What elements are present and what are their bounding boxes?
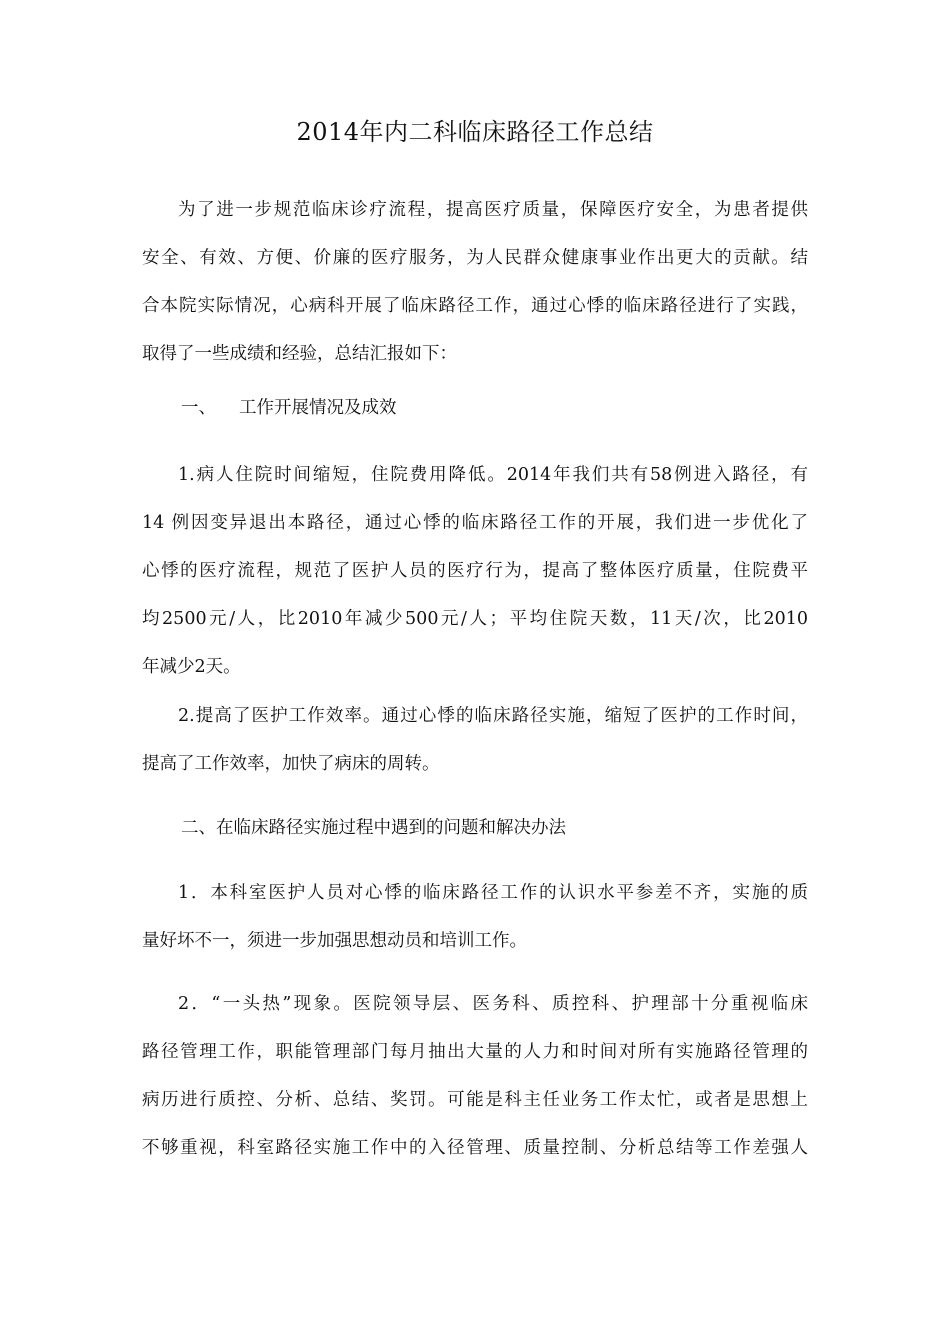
- paragraph-line: 路径管理工作，职能管理部门每月抽出大量的人力和时间对所有实施路径管理的: [142, 1042, 808, 1062]
- paragraph-line: 不够重视，科室路径实施工作中的入径管理、质量控制、分析总结等工作差强人: [142, 1138, 808, 1158]
- paragraph-line: 心悸的医疗流程，规范了医护人员的医疗行为，提高了整体医疗质量，住院费平: [142, 561, 808, 581]
- section-2-item-2: [142, 980, 808, 1172]
- paragraph-line: 2．“一头热”现象。医院领导层、医务科、质控科、护理部十分重视临床: [178, 994, 808, 1014]
- paragraph-line: 安全、有效、方便、价廉的医疗服务，为人民群众健康事业作出更大的贡献。结: [142, 248, 808, 268]
- paragraph-line: 年减少2天。: [142, 657, 241, 677]
- paragraph-line: 取得了一些成绩和经验，总结汇报如下：: [142, 344, 457, 364]
- section-1-item-1: [142, 451, 808, 691]
- section-1-heading: [181, 390, 397, 426]
- paragraph-line: 1.病人住院时间缩短，住院费用降低。2014年我们共有58例进入路径，有: [178, 465, 808, 485]
- section-2-heading: 二、在临床路径实施过程中遇到的问题和解决办法: [181, 818, 566, 838]
- section-1-item-2: [142, 692, 808, 788]
- paragraph-line: 为了进一步规范临床诊疗流程，提高医疗质量，保障医疗安全，为患者提供: [178, 200, 808, 220]
- intro-paragraph: [142, 186, 808, 378]
- paragraph-line: 提高了工作效率，加快了病床的周转。: [142, 754, 440, 774]
- section-2-item-1: [142, 869, 808, 965]
- paragraph-line: 量好坏不一，须进一步加强思想动员和培训工作。: [142, 931, 527, 951]
- paragraph-line: 14 例因变异退出本路径，通过心悸的临床路径工作的开展，我们进一步优化了: [142, 513, 808, 533]
- paragraph-line: 均2500元/人，比2010年减少500元/人；平均住院天数，11天/次，比2010: [142, 609, 808, 629]
- paragraph-line: 合本院实际情况，心病科开展了临床路径工作，通过心悸的临床路径进行了实践，: [142, 296, 808, 316]
- section-1-number: 一、: [181, 398, 216, 418]
- paragraph-line: 2.提高了医护工作效率。通过心悸的临床路径实施，缩短了医护的工作时间，: [178, 706, 808, 726]
- paragraph-line: 病历进行质控、分析、总结、奖罚。可能是科主任业务工作太忙，或者是思想上: [142, 1090, 808, 1110]
- document-title: 2014年内二科临床路径工作总结: [296, 118, 654, 146]
- paragraph-line: 1．本科室医护人员对心悸的临床路径工作的认识水平参差不齐，实施的质: [178, 883, 808, 903]
- section-1-title: 工作开展情况及成效: [239, 398, 397, 418]
